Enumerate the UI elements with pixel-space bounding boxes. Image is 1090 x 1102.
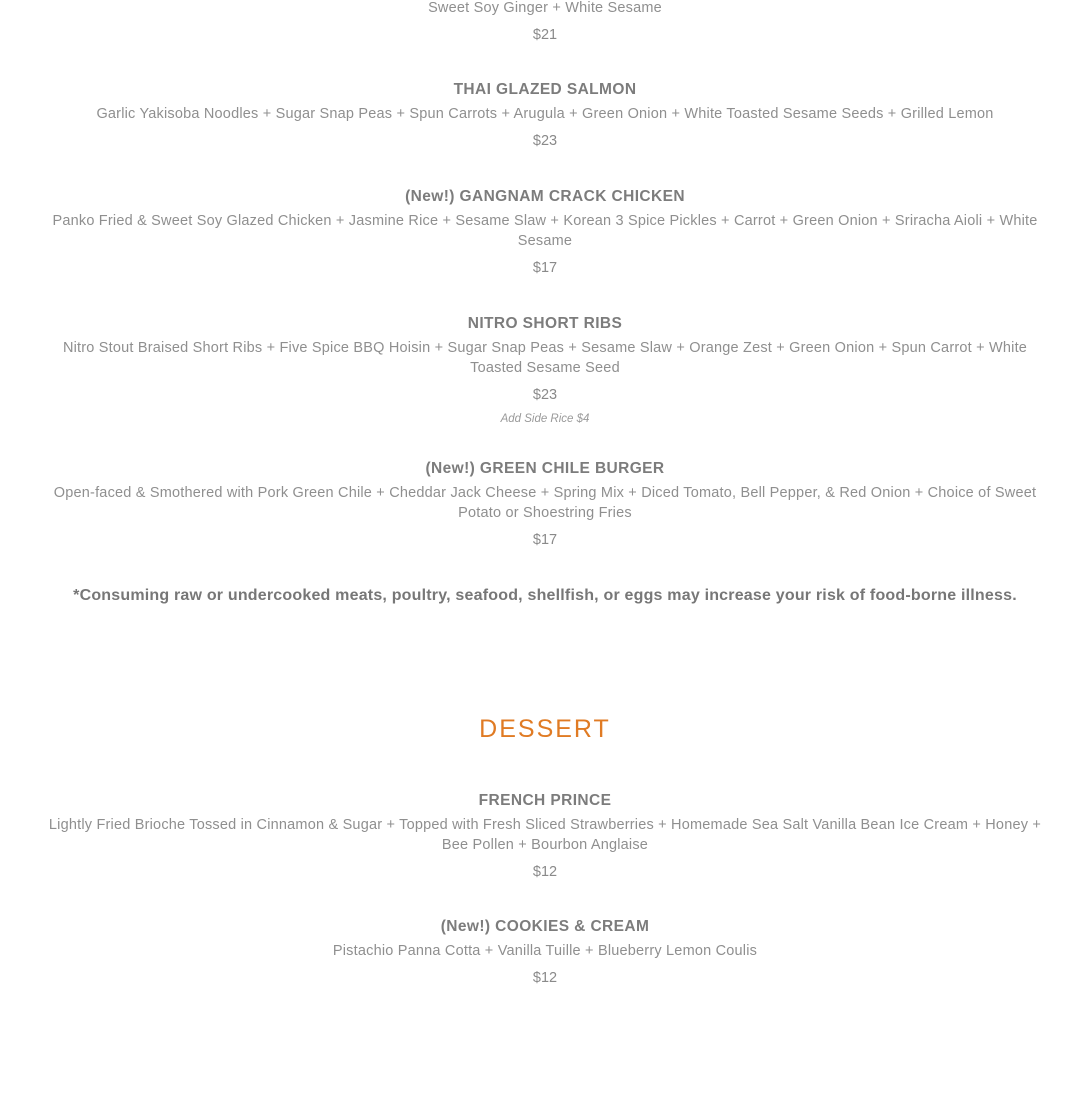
- menu-item-thai-glazed-salmon: [40, 80, 1050, 151]
- menu-item-name: THAI GLAZED SALMON: [453, 81, 637, 98]
- menu-item-description: Nitro Stout Braised Short Ribs + Five Spice BBQ Hoisin + Sugar Snap Peas + Sesame Slaw + Orange Zest + Green Onion + Spun Carrot + White Toasted Sesame Seed: [62, 340, 1028, 376]
- menu-item-price: $17: [532, 260, 558, 276]
- menu-item-description: Open-faced & Smothered with Pork Green Chile + Cheddar Jack Cheese + Spring Mix + Diced Tomato, Bell Pepper, & Red Onion + Choice of Sweet Potato or Shoestring Fries: [53, 485, 1037, 521]
- menu-item-price: $23: [532, 387, 558, 403]
- menu-item-price: $12: [532, 864, 558, 880]
- menu-item-french-prince: [40, 791, 1050, 882]
- menu-item-nitro-short-ribs: [40, 314, 1050, 427]
- menu-item-description: Pistachio Panna Cotta + Vanilla Tuille + Blueberry Lemon Coulis: [332, 943, 758, 959]
- menu-item-description: Garlic Yakisoba Noodles + Sugar Snap Peas + Spun Carrots + Arugula + Green Onion + White Toasted Sesame Seeds + Grilled Lemon: [96, 106, 994, 122]
- menu-item-description: Lightly Fried Brioche Tossed in Cinnamon & Sugar + Topped with Fresh Sliced Strawberries + Homemade Sea Salt Vanilla Bean Ice Cream + Honey + Bee Pollen + Bourbon Anglaise: [48, 817, 1042, 853]
- menu-item-price: $17: [532, 532, 558, 548]
- menu-item-name: FRENCH PRINCE: [478, 792, 612, 809]
- section-title-dessert: DESSERT: [479, 715, 611, 743]
- menu-item-addon-note: Add Side Rice $4: [500, 413, 590, 425]
- menu-item-description: Sweet Soy Ginger + White Sesame: [428, 0, 662, 16]
- menu-item-name: (New!) GANGNAM CRACK CHICKEN: [405, 188, 685, 205]
- menu-item-price: $12: [532, 970, 558, 986]
- menu-item-name: (New!) GREEN CHILE BURGER: [425, 460, 665, 477]
- menu-item-gangnam-crack-chicken: [40, 187, 1050, 278]
- menu-item-green-chile-burger: [40, 459, 1050, 550]
- menu-item-description: Panko Fried & Sweet Soy Glazed Chicken + Jasmine Rice + Sesame Slaw + Korean 3 Spice Pickles + Carrot + Green Onion + Sriracha Aioli + White Sesame: [52, 213, 1038, 249]
- menu-item-price: $21: [532, 27, 558, 43]
- food-safety-disclaimer: *Consuming raw or undercooked meats, poultry, seafood, shellfish, or eggs may increase your risk of food-borne illness.: [73, 587, 1017, 604]
- menu-item-price: $23: [532, 133, 558, 149]
- menu-item-cookies-and-cream: [40, 917, 1050, 988]
- menu-item-name: NITRO SHORT RIBS: [467, 315, 623, 332]
- menu-item-name: (New!) COOKIES & CREAM: [440, 918, 650, 935]
